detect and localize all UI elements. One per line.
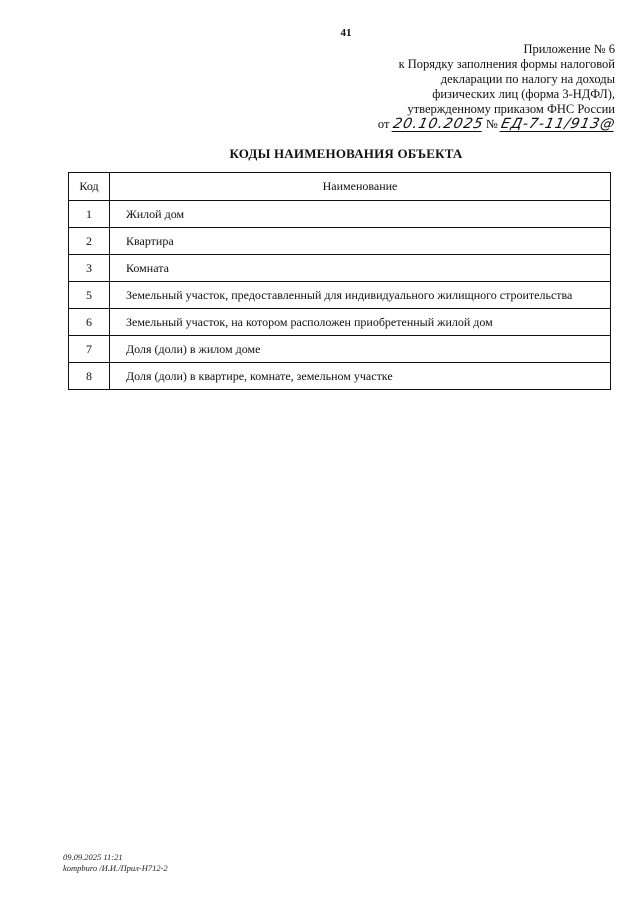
table-header-row (69, 173, 611, 201)
table-row (69, 336, 611, 363)
document-title: КОДЫ НАИМЕНОВАНИЯ ОБЪЕКТА (229, 146, 463, 161)
footer-file-path: kompburo /И.И./Прил-Н712-2 (63, 863, 168, 873)
row-name: Земельный участок, предоставленный для индивидуального жилищного строительства (110, 282, 611, 309)
print-footer (63, 852, 168, 874)
page-number: 41 (340, 27, 352, 39)
row-name: Земельный участок, на котором расположен приобретенный жилой дом (110, 309, 611, 336)
table-row (69, 255, 611, 282)
table-row (69, 201, 611, 228)
table-row (69, 363, 611, 390)
handwritten-date: 20.10.2025 (391, 116, 485, 132)
row-name: Комната (110, 255, 611, 282)
appendix-line-3: декларации по налогу на доходы (440, 72, 615, 86)
handwritten-order-number: ЕД-7-11/913@ (499, 116, 617, 132)
column-header-code: Код (69, 173, 110, 201)
appendix-line-4: физических лиц (форма 3-НДФЛ), (432, 87, 615, 101)
column-header-name: Наименование (110, 173, 611, 201)
row-code: 8 (69, 363, 110, 390)
table-row (69, 309, 611, 336)
object-codes-table (68, 172, 611, 390)
row-name: Квартира (110, 228, 611, 255)
table-row (69, 228, 611, 255)
row-code: 2 (69, 228, 110, 255)
order-date-number-line (355, 117, 615, 132)
row-name: Доля (доли) в жилом доме (110, 336, 611, 363)
footer-timestamp: 09.09.2025 11:21 (63, 852, 123, 862)
appendix-line-1: Приложение № 6 (523, 42, 615, 56)
row-name: Доля (доли) в квартире, комнате, земельном участке (110, 363, 611, 390)
row-name: Жилой дом (110, 201, 611, 228)
date-prefix: от (377, 117, 390, 131)
row-code: 7 (69, 336, 110, 363)
row-code: 5 (69, 282, 110, 309)
appendix-line-5: утвержденному приказом ФНС России (407, 102, 615, 116)
row-code: 1 (69, 201, 110, 228)
row-code: 3 (69, 255, 110, 282)
number-prefix: № (485, 117, 498, 131)
appendix-line-2: к Порядку заполнения формы налоговой (398, 57, 615, 71)
row-code: 6 (69, 309, 110, 336)
appendix-header (355, 42, 615, 132)
table-row (69, 282, 611, 309)
